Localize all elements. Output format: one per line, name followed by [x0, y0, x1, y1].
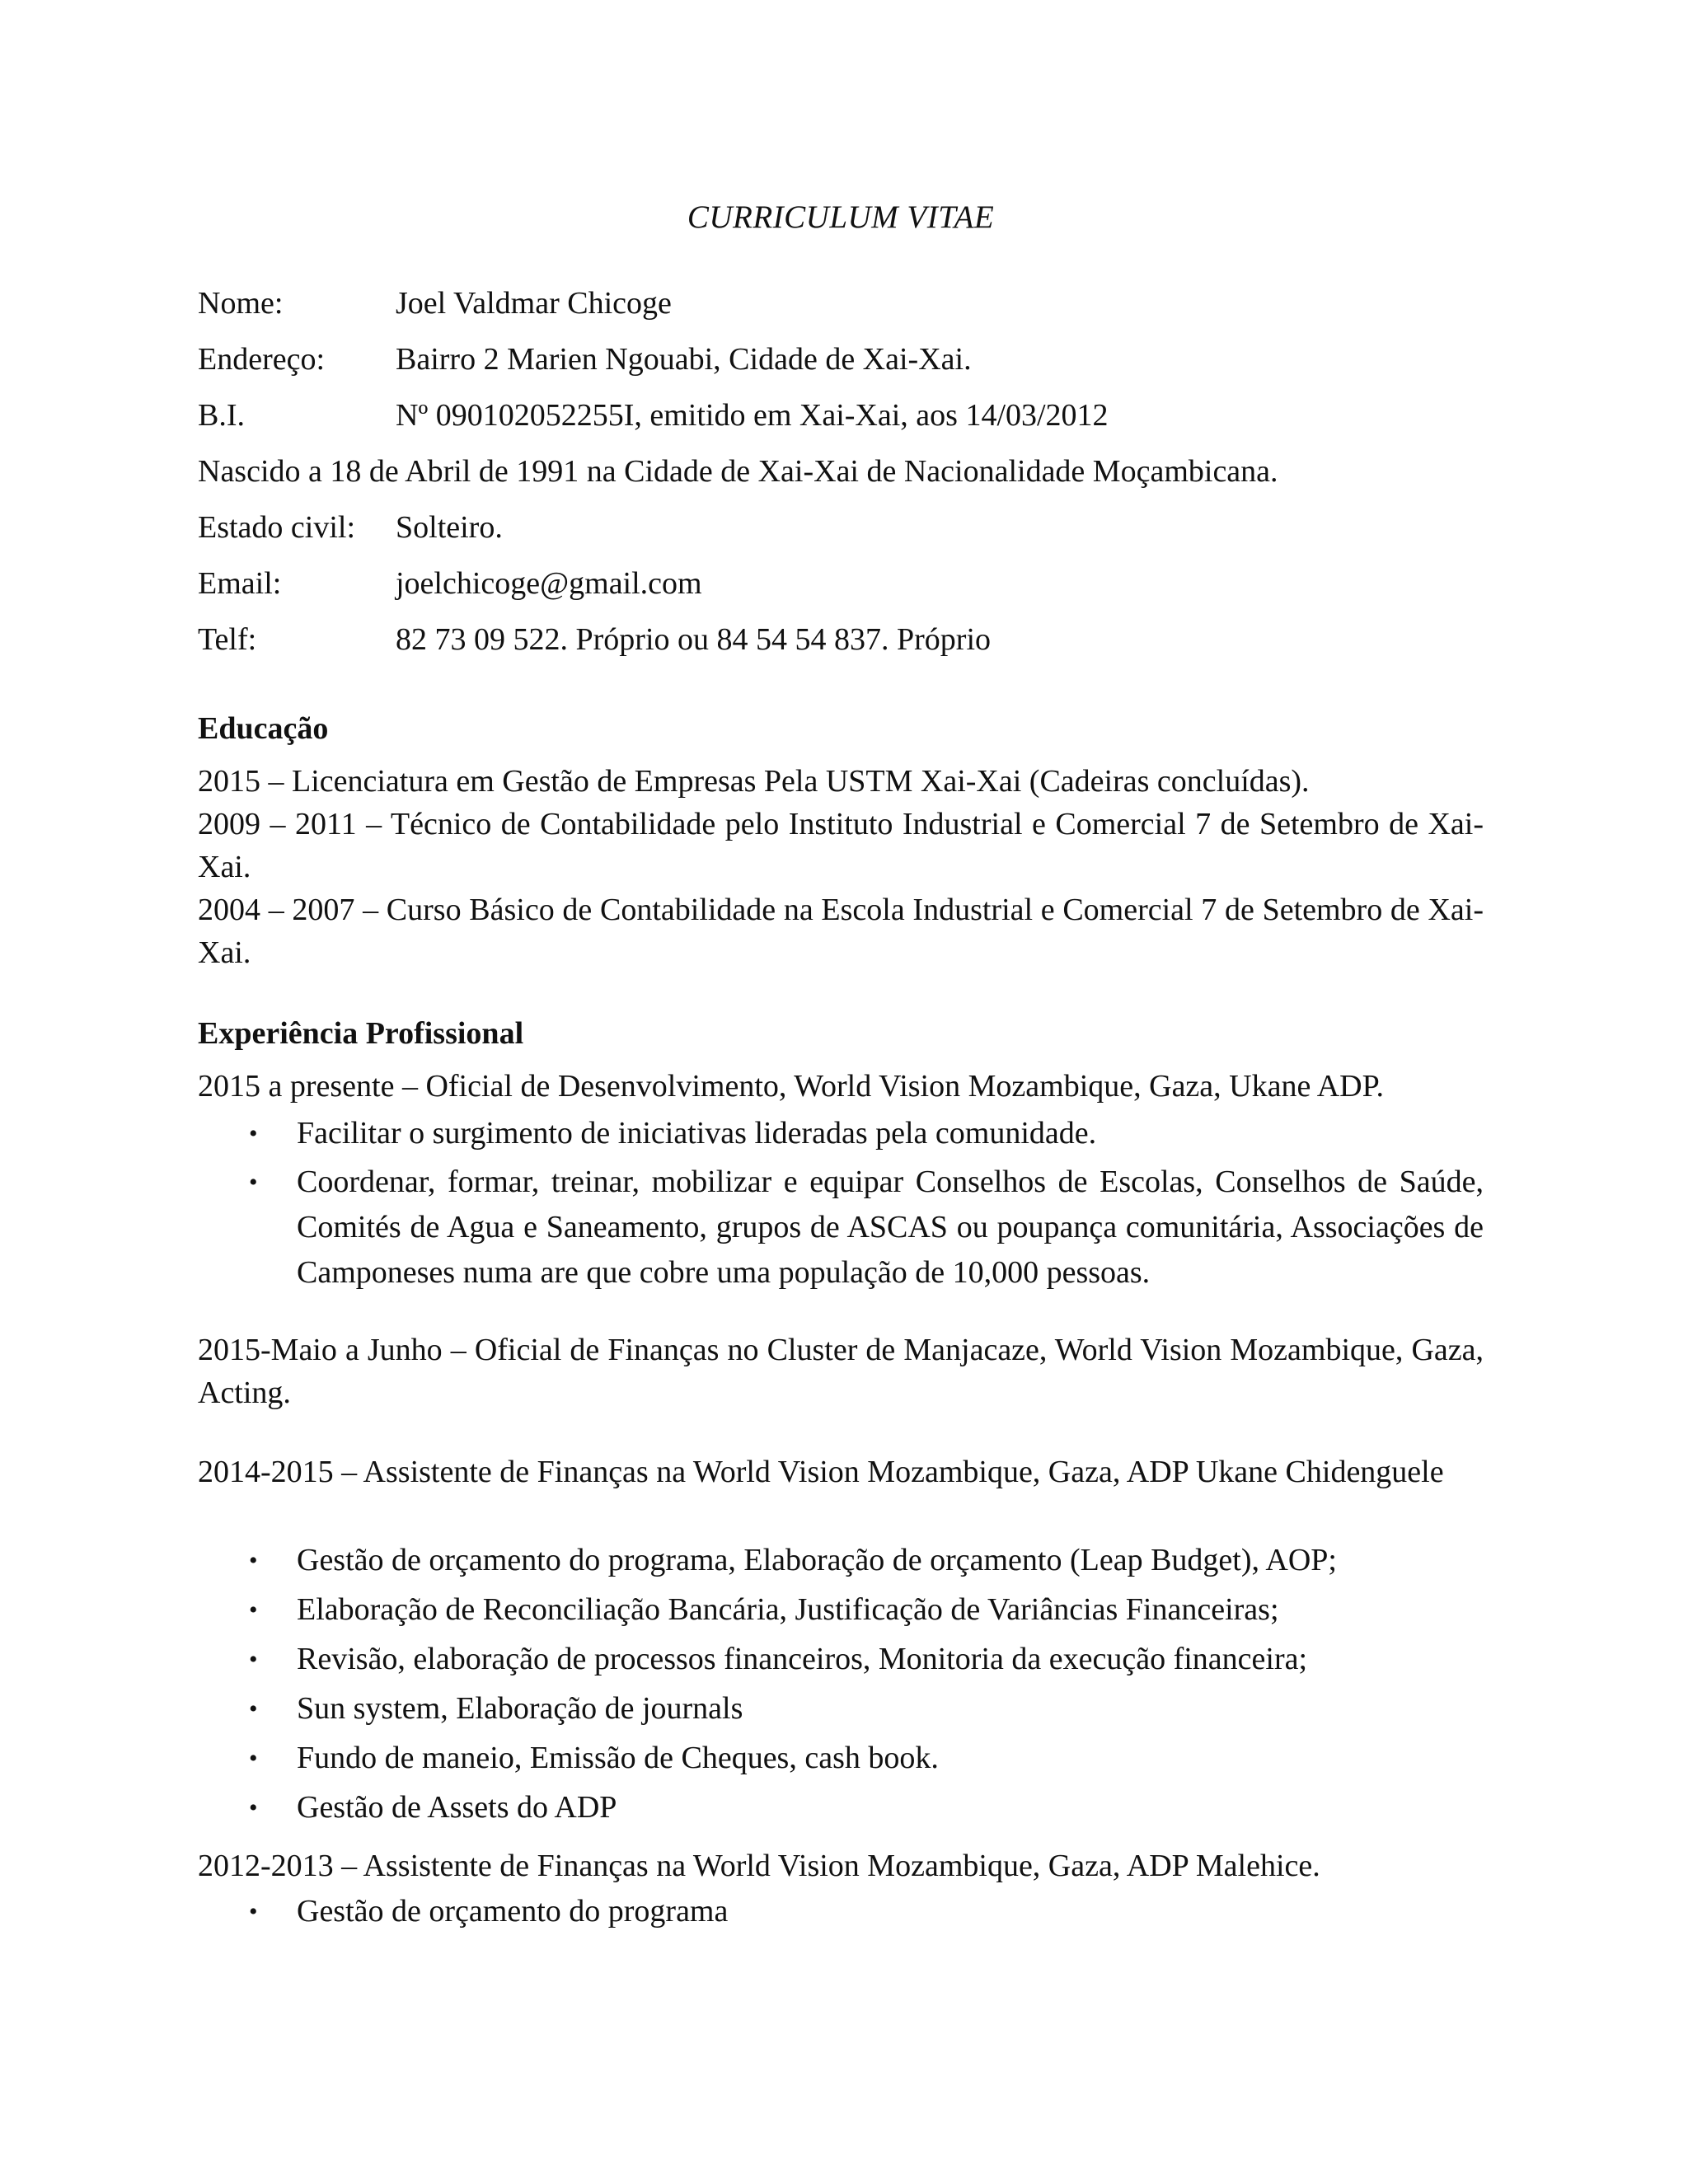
list-item-text: Facilitar o surgimento de iniciativas lideradas pela comunidade. — [297, 1116, 1097, 1151]
list-item — [198, 1637, 1484, 1682]
list-item — [198, 1587, 1484, 1633]
civil-status-label: Estado civil: — [198, 510, 356, 545]
job-title: 2015-Maio a Junho – Oficial de Finanças no Cluster de Manjacaze, World Vision Mozambique, Gaza, Acting. — [198, 1333, 1484, 1410]
bullet-icon: • — [249, 1120, 258, 1147]
education-heading: Educação — [198, 711, 329, 746]
bullet-icon: • — [249, 1695, 258, 1722]
bullet-icon: • — [249, 1794, 258, 1821]
job-bullets — [198, 1111, 1484, 1296]
list-item-text: Gestão de orçamento do programa, Elaboração de orçamento (Leap Budget), AOP; — [297, 1543, 1337, 1577]
bullet-icon: • — [249, 1596, 258, 1624]
birth-line: Nascido a 18 de Abril de 1991 na Cidade de Xai-Xai de Nacionalidade Moçambicana. — [198, 454, 1278, 489]
bullet-icon: • — [249, 1646, 258, 1673]
job-title: 2015 a presente – Oficial de Desenvolvimento, World Vision Mozambique, Gaza, Ukane ADP. — [198, 1069, 1385, 1104]
education-item: 2009 – 2011 – Técnico de Contabilidade pelo Instituto Industrial e Comercial 7 de Setembro de Xai-Xai. — [198, 807, 1484, 884]
list-item — [198, 1736, 1484, 1781]
job-title: 2012-2013 – Assistente de Finanças na World Vision Mozambique, Gaza, ADP Malehice. — [198, 1849, 1320, 1883]
address-label: Endereço: — [198, 342, 326, 377]
list-item-text: Sun system, Elaboração de journals — [297, 1691, 743, 1726]
list-item-text: Fundo de maneio, Emissão de Cheques, cash book. — [297, 1741, 939, 1775]
list-item-text: Gestão de orçamento do programa — [297, 1894, 729, 1929]
id-label: B.I. — [198, 398, 245, 433]
experience-heading: Experiência Profissional — [198, 1016, 524, 1051]
phone-label: Telf: — [198, 622, 257, 657]
bullet-icon: • — [249, 1169, 258, 1196]
job-bullets — [198, 1538, 1484, 1835]
list-item — [198, 1160, 1484, 1296]
address-value: Bairro 2 Marien Ngouabi, Cidade de Xai-Xai. — [396, 342, 972, 377]
bullet-icon: • — [249, 1547, 258, 1574]
email-value: joelchicoge@gmail.com — [396, 566, 702, 601]
education-item: 2004 – 2007 – Curso Básico de Contabilidade na Escola Industrial e Comercial 7 de Setembro de Xai-Xai. — [198, 893, 1484, 970]
list-item-text: Revisão, elaboração de processos financeiros, Monitoria da execução financeira; — [297, 1642, 1308, 1676]
email-label: Email: — [198, 566, 282, 601]
education-item: 2015 – Licenciatura em Gestão de Empresas Pela USTM Xai-Xai (Cadeiras concluídas). — [198, 764, 1310, 799]
list-item — [198, 1111, 1484, 1156]
phone-value: 82 73 09 522. Próprio ou 84 54 54 837. Próprio — [396, 622, 991, 657]
cv-page — [198, 0, 1484, 2184]
job-bullets — [198, 1889, 1484, 1934]
list-item-text: Elaboração de Reconciliação Bancária, Justificação de Variâncias Financeiras; — [297, 1592, 1279, 1627]
list-item — [198, 1538, 1484, 1583]
job-title: 2014-2015 – Assistente de Finanças na World Vision Mozambique, Gaza, ADP Ukane Chidenguele — [198, 1455, 1444, 1489]
name-value: Joel Valdmar Chicoge — [396, 286, 672, 321]
name-label: Nome: — [198, 286, 284, 321]
list-item — [198, 1785, 1484, 1830]
document-title: CURRICULUM VITAE — [687, 199, 995, 235]
list-item-text: Gestão de Assets do ADP — [297, 1790, 617, 1825]
list-item — [198, 1686, 1484, 1732]
bullet-icon: • — [249, 1745, 258, 1772]
bullet-icon: • — [249, 1898, 258, 1925]
civil-status-value: Solteiro. — [396, 510, 503, 545]
id-value: Nº 090102052255I, emitido em Xai-Xai, aos 14/03/2012 — [396, 398, 1109, 433]
list-item-text: Coordenar, formar, treinar, mobilizar e equipar Conselhos de Escolas, Conselhos de Saúde, Comités de Agua e Saneamento, grupos de ASCAS ou poupança comunitária, Associações de Camponeses numa are que cobre uma população de 10,000 pessoas. — [297, 1165, 1484, 1290]
list-item — [198, 1889, 1484, 1934]
